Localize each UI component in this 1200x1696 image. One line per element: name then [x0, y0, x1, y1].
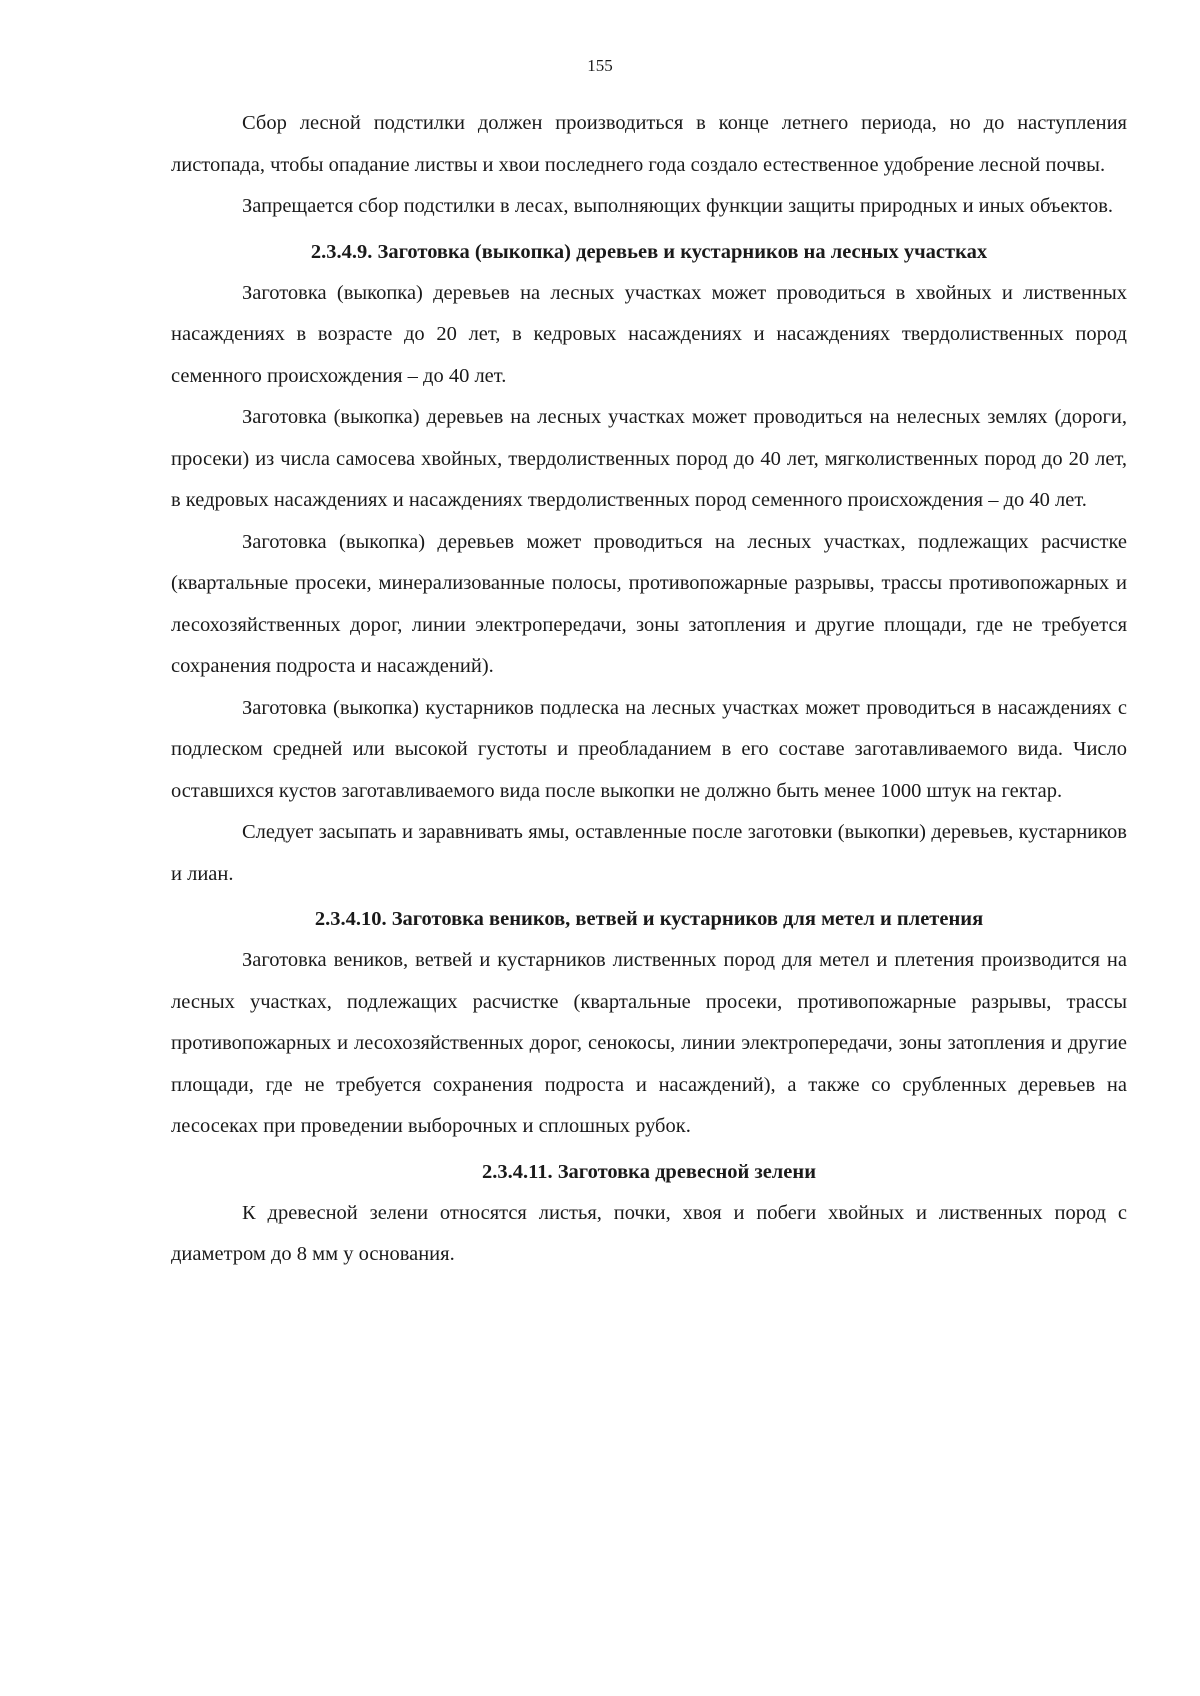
- section-heading: 2.3.4.9. Заготовка (выкопка) деревьев и кустарников на лесных участках: [310, 240, 988, 263]
- paragraph: Заготовка (выкопка) деревьев может проводиться на лесных участках, подлежащих расчистке (квартальные просеки, минерализованные полосы, противопожарные разрывы, трассы противопожарных и лесохозяйственных дорог, линии электропередачи, зоны затопления и другие площади, где не требуется сохранения подроста и насаждений).: [171, 530, 1127, 677]
- paragraph: Заготовка (выкопка) кустарников подлеска на лесных участках может проводиться в насаждениях с подлеском средней или высокой густоты и преобладанием в его составе заготавливаемого вида. Число оставшихся кустов заготавливаемого вида после выкопки не должно быть менее 1000 штук на гектар.: [171, 696, 1127, 802]
- page-content: [171, 103, 1127, 1276]
- paragraph: К древесной зелени относятся листья, почки, хвоя и побеги хвойных и лиственных пород с диаметром до 8 мм у основания.: [171, 1201, 1127, 1265]
- page-number: 155: [587, 56, 613, 75]
- paragraph: Заготовка (выкопка) деревьев на лесных участках может проводиться в хвойных и лиственных насаждениях в возрасте до 20 лет, в кедровых насаждениях и насаждениях твердолиственных пород семенного происхождения – до 40 лет.: [171, 281, 1127, 387]
- section-heading: 2.3.4.11. Заготовка древесной зелени: [481, 1160, 817, 1183]
- paragraph: Следует засыпать и заравнивать ямы, оставленные после заготовки (выкопки) деревьев, кустарников и лиан.: [171, 821, 1127, 885]
- paragraph: Сбор лесной подстилки должен производиться в конце летнего периода, но до наступления листопада, чтобы опадание листвы и хвои последнего года создало естественное удобрение лесной почвы.: [171, 112, 1127, 176]
- paragraph: Запрещается сбор подстилки в лесах, выполняющих функции защиты природных и иных объектов.: [242, 195, 1114, 217]
- paragraph: Заготовка веников, ветвей и кустарников лиственных пород для метел и плетения производится на лесных участках, подлежащих расчистке (квартальные просеки, противопожарные разрывы, трассы противопожарных и лесохозяйственных дорог, сенокосы, линии электропередачи, зоны затопления и другие площади, где не требуется сохранения подроста и насаждений), а также со срубленных деревьев на лесосеках при проведении выборочных и сплошных рубок.: [171, 949, 1127, 1137]
- section-heading: 2.3.4.10. Заготовка веников, ветвей и кустарников для метел и плетения: [314, 908, 984, 930]
- paragraph: Заготовка (выкопка) деревьев на лесных участках может проводиться на нелесных землях (дороги, просеки) из числа самосева хвойных, твердолиственных пород до 40 лет, мягколиственных пород до 20 лет, в кедровых насаждениях и насаждениях твердолиственных пород семенного происхождения – до 40 лет.: [171, 406, 1127, 511]
